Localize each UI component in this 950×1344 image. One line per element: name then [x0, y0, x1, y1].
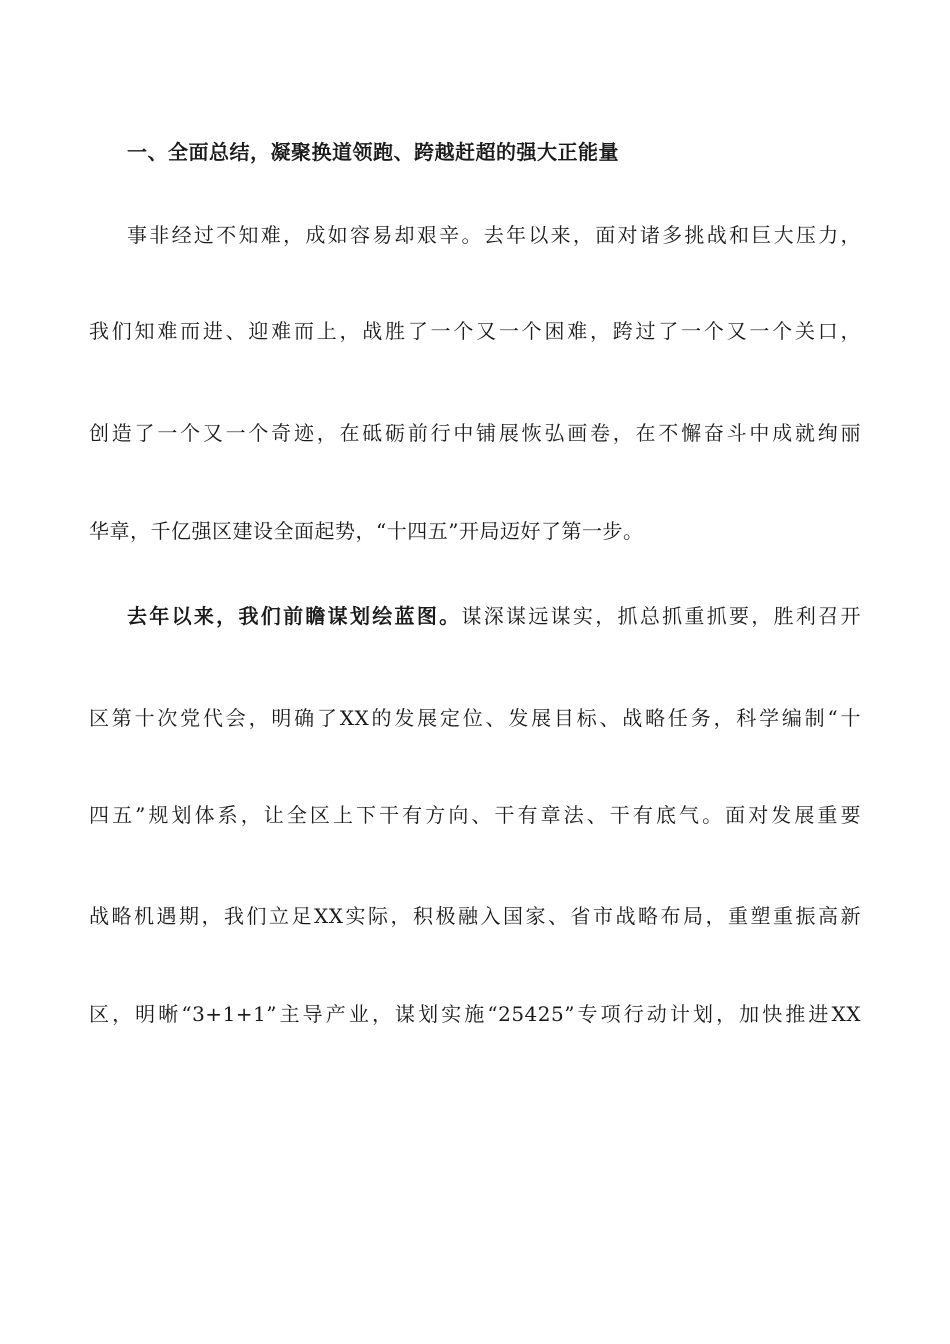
paragraph-1-line-1: 事非经过不知难，成如容易却艰辛。去年以来，面对诸多挑战和巨大压力， — [127, 223, 861, 247]
paragraph-1-line-4: 华章，千亿强区建设全面起势，“十四五”开局迈好了第一步。 — [89, 519, 644, 543]
paragraph-2-line-4: 战略机遇期，我们立足XX实际，积极融入国家、省市战略布局，重塑重振高新 — [89, 904, 861, 928]
paragraph-2-line-3: 四五”规划体系，让全区上下干有方向、干有章法、干有底气。面对发展重要 — [89, 803, 861, 827]
paragraph-2-first-line-rest: 谋深谋远谋实，抓总抓重抓要，胜利召开 — [461, 604, 861, 628]
paragraph-2-line-2: 区第十次党代会，明确了XX的发展定位、发展目标、战略任务，科学编制“十 — [89, 706, 861, 730]
paragraph-2-line-5: 区，明晰“3+1+1”主导产业，谋划实施“25425”专项行动计划，加快推进XX — [89, 1002, 861, 1026]
paragraph-1-line-3: 创造了一个又一个奇迹，在砥砺前行中铺展恢弘画卷，在不懈奋斗中成就绚丽 — [89, 421, 861, 445]
paragraph-2-line-1 — [127, 603, 861, 629]
paragraph-2-lead: 去年以来，我们前瞻谋划绘蓝图。 — [127, 604, 462, 628]
section-heading: 一、全面总结，凝聚换道领跑、跨越赶超的强大正能量 — [127, 140, 619, 164]
paragraph-1-line-2: 我们知难而进、迎难而上，战胜了一个又一个困难，跨过了一个又一个关口， — [89, 319, 861, 343]
